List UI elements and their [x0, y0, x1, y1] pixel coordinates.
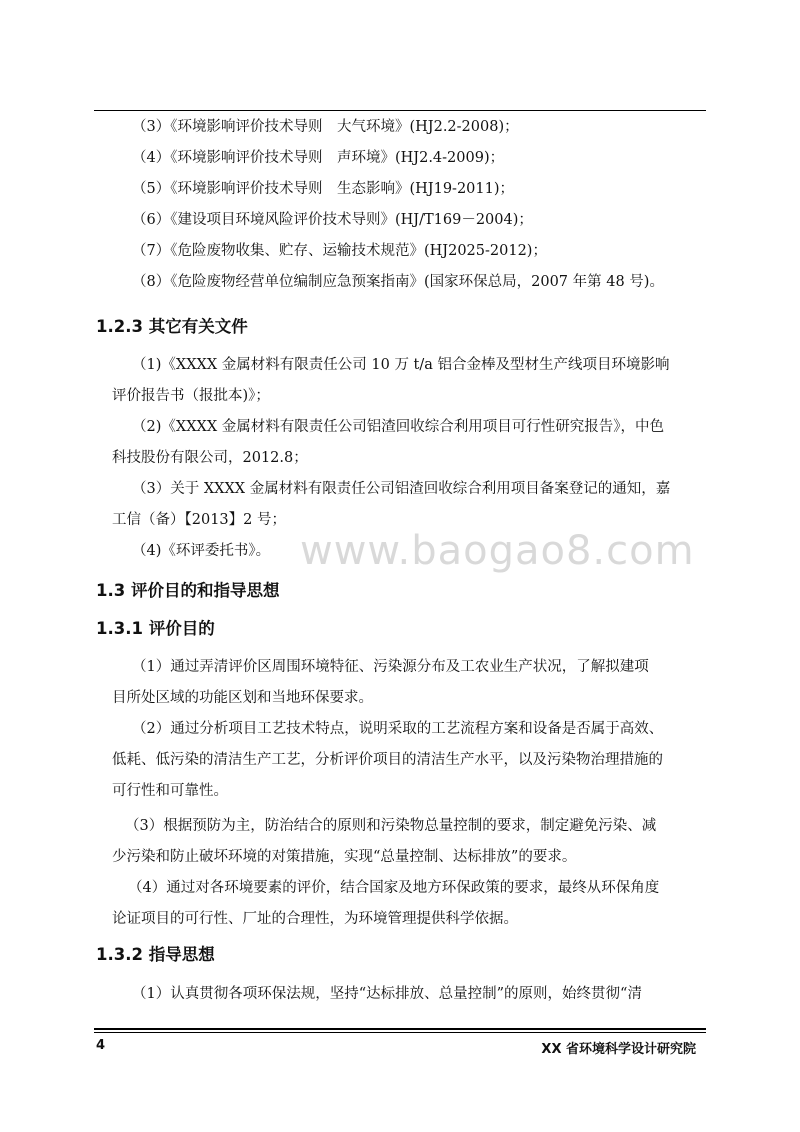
paragraph-line: 科技股份有限公司，2012.8； [112, 450, 308, 466]
paragraph-line: （2)《XXXX 金属材料有限责任公司铝渣回收综合利用项目可行性研究报告》，中色 [132, 419, 665, 435]
paragraph-line: （1）认真贯彻各项环保法规，坚持“达标排放、总量控制”的原则，始终贯彻“清 [132, 986, 642, 1002]
paragraph-line: 低耗、低污染的清洁生产工艺，分析评价项目的清洁生产水平，以及污染物治理措施的 [112, 752, 663, 768]
reference-item: （6）《建设项目环境风险评价技术导则》(HJ/T169－2004)； [132, 212, 533, 228]
paragraph-line: 目所处区域的功能区划和当地环保要求。 [112, 690, 373, 706]
header-rule [94, 110, 706, 111]
section-heading-1-3: 1.3 评价目的和指导思想 [96, 581, 280, 600]
reference-item: （4）《环境影响评价技术导则 声环境》(HJ2.4-2009)； [132, 150, 505, 166]
paragraph-line: 可行性和可靠性。 [112, 783, 228, 799]
section-heading-1-2-3: 1.2.3 其它有关文件 [96, 317, 248, 336]
footer-rule-thin [94, 1032, 706, 1033]
paragraph-line: 论证项目的可行性、厂址的合理性，为环境管理提供科学依据。 [112, 911, 518, 927]
reference-item: （3）《环境影响评价技术导则 大气环境》(HJ2.2-2008)； [132, 119, 519, 135]
paragraph-line: （1)《XXXX 金属材料有限责任公司 10 万 t/a 铝合金棒及型材生产线项目环境影响 [132, 357, 670, 373]
reference-item: （7）《危险废物收集、贮存、运输技术规范》(HJ2025-2012)； [132, 243, 547, 259]
paragraph-line: （3）根据预防为主，防治结合的原则和污染物总量控制的要求，制定避免污染、减 [125, 818, 657, 834]
paragraph-line: （4)《环评委托书》。 [132, 543, 271, 559]
paragraph-line: 评价报告书（报批本)》； [112, 388, 270, 404]
paragraph-line: （2）通过分析项目工艺技术特点，说明采取的工艺流程方案和设备是否属于高效、 [132, 721, 664, 737]
paragraph-line: 少污染和防止破坏环境的对策措施，实现“总量控制、达标排放”的要求。 [112, 849, 577, 865]
paragraph-line: （1）通过弄清评价区周围环境特征、污染源分布及工农业生产状况，了解拟建项 [132, 659, 649, 675]
reference-item: （8）《危险废物经营单位编制应急预案指南》(国家环保总局，2007 年第 48 号)。 [132, 274, 664, 290]
paragraph-line: （4）通过对各环境要素的评价，结合国家及地方环保政策的要求，最终从环保角度 [128, 880, 660, 896]
section-heading-1-3-1: 1.3.1 评价目的 [96, 619, 215, 638]
footer-institute: XX 省环境科学设计研究院 [541, 1042, 696, 1057]
paragraph-line: 工信（备）【2013】2 号； [112, 512, 286, 528]
reference-item: （5）《环境影响评价技术导则 生态影响》(HJ19-2011)； [132, 181, 514, 197]
paragraph-line: （3）关于 XXXX 金属材料有限责任公司铝渣回收综合利用项目备案登记的通知，嘉 [132, 481, 671, 497]
watermark: www.baogao8.com [300, 528, 695, 574]
section-heading-1-3-2: 1.3.2 指导思想 [96, 945, 215, 964]
footer-rule [94, 1028, 706, 1030]
page-number: 4 [96, 1038, 106, 1053]
